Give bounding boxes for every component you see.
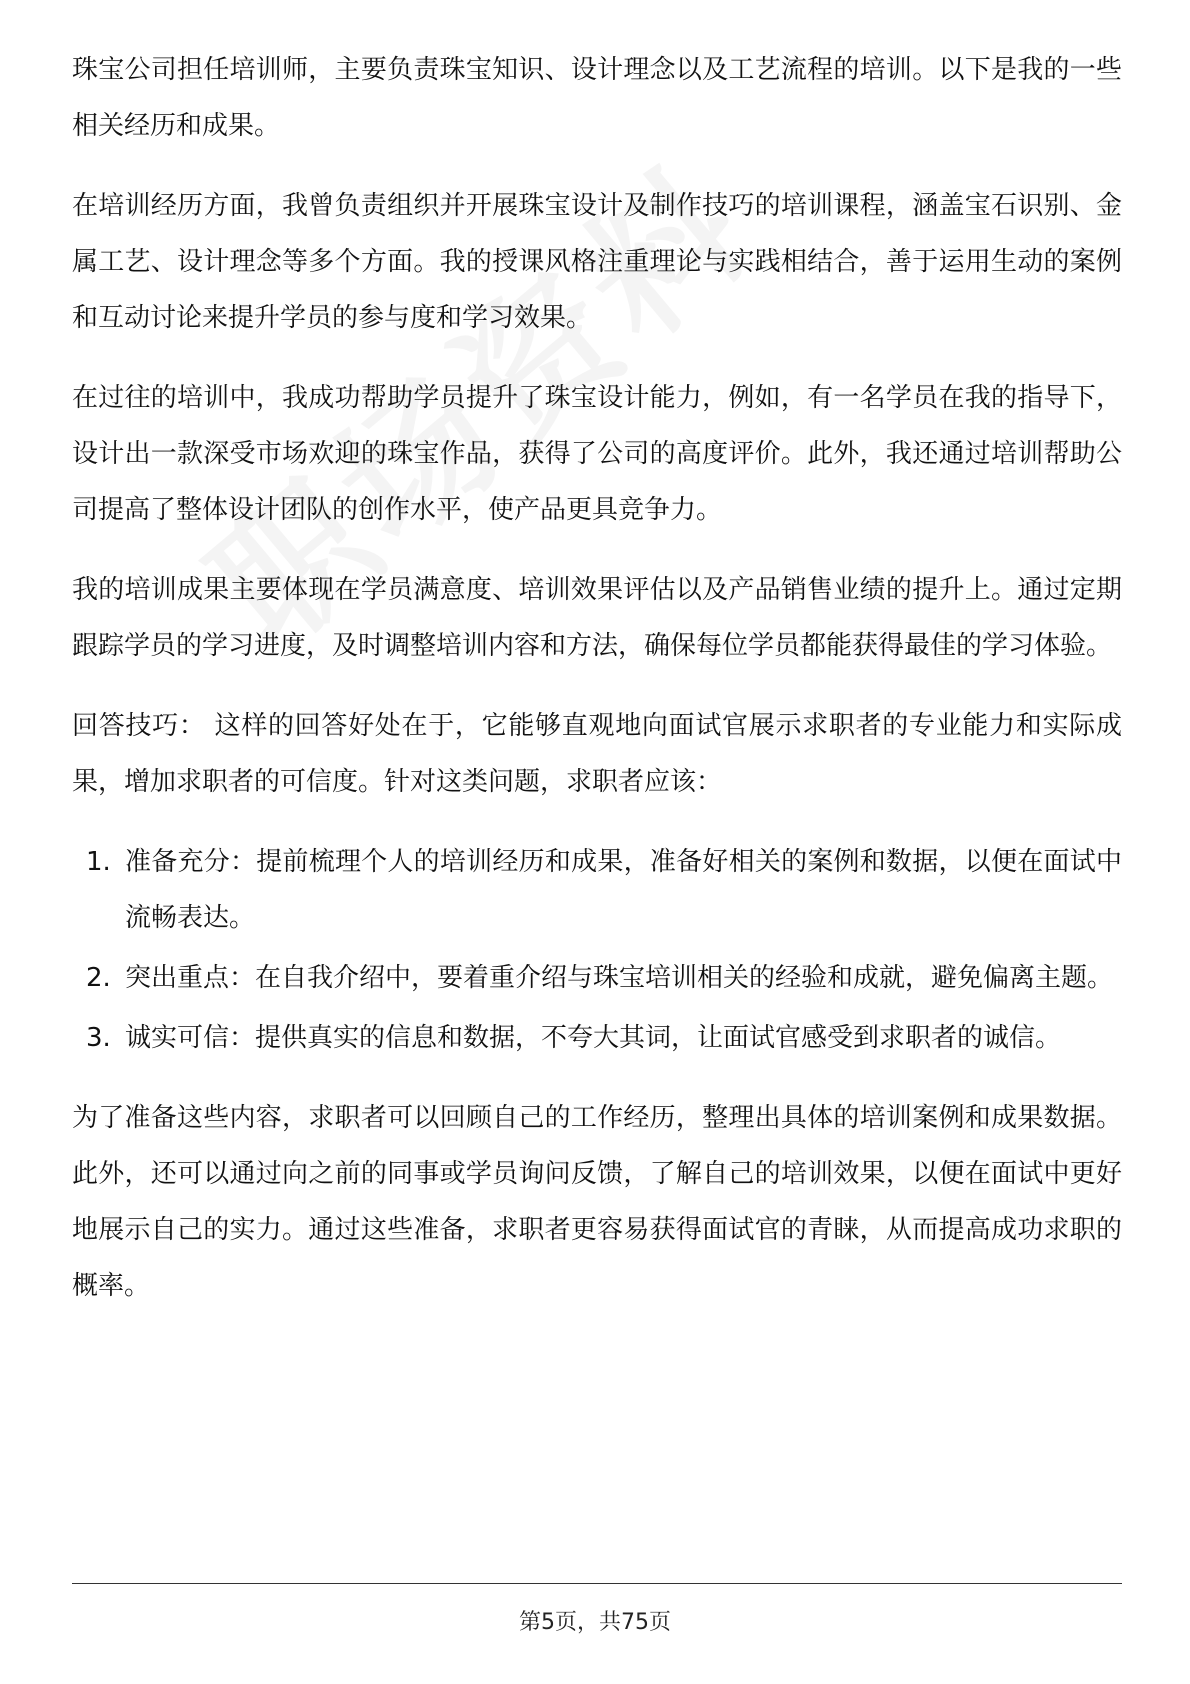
list-item-number: 3. [86,1023,111,1053]
paragraph-answer-tips: 回答技巧： 这样的回答好处在于，它能够直观地向面试官展示求职者的专业能力和实际成果，增加求职者的可信度。针对这类问题，求职者应该： [72,711,1122,797]
page-number: 第5页，共75页 [519,1610,671,1635]
list-item-number: 2. [86,963,111,993]
tips-list [72,834,1122,1066]
list-item [72,1010,1122,1066]
list-item-number: 1. [86,847,111,877]
list-item-text: 突出重点：在自我介绍中，要着重介绍与珠宝培训相关的经验和成就，避免偏离主题。 [125,963,1114,993]
list-item-text: 准备充分：提前梳理个人的培训经历和成果，准备好相关的案例和数据，以便在面试中流畅表达。 [125,847,1122,933]
paragraph-closing: 为了准备这些内容，求职者可以回顾自己的工作经历，整理出具体的培训案例和成果数据。此外，还可以通过向之前的同事或学员询问反馈，了解自己的培训效果，以便在面试中更好地展示自己的实力。通过这些准备，求职者更容易获得面试官的青睐，从而提高成功求职的概率。 [72,1103,1122,1301]
paragraph-training-success: 在过往的培训中，我成功帮助学员提升了珠宝设计能力，例如，有一名学员在我的指导下，设计出一款深受市场欢迎的珠宝作品，获得了公司的高度评价。此外，我还通过培训帮助公司提高了整体设计团队的创作水平，使产品更具竞争力。 [72,383,1122,525]
footer-divider [72,1583,1122,1584]
list-item [72,950,1122,1006]
paragraph-training-results: 我的培训成果主要体现在学员满意度、培训效果评估以及产品销售业绩的提升上。通过定期跟踪学员的学习进度，及时调整培训内容和方法，确保每位学员都能获得最佳的学习体验。 [72,575,1122,661]
list-item [72,834,1122,946]
paragraph-training-experience: 在培训经历方面，我曾负责组织并开展珠宝设计及制作技巧的培训课程，涵盖宝石识别、金属工艺、设计理念等多个方面。我的授课风格注重理论与实践相结合，善于运用生动的案例和互动讨论来提升学员的参与度和学习效果。 [72,191,1122,333]
document-body [72,42,1122,1338]
paragraph-intro: 珠宝公司担任培训师，主要负责珠宝知识、设计理念以及工艺流程的培训。以下是我的一些相关经历和成果。 [72,55,1122,141]
list-item-text: 诚实可信：提供真实的信息和数据，不夸大其词，让面试官感受到求职者的诚信。 [125,1023,1062,1053]
